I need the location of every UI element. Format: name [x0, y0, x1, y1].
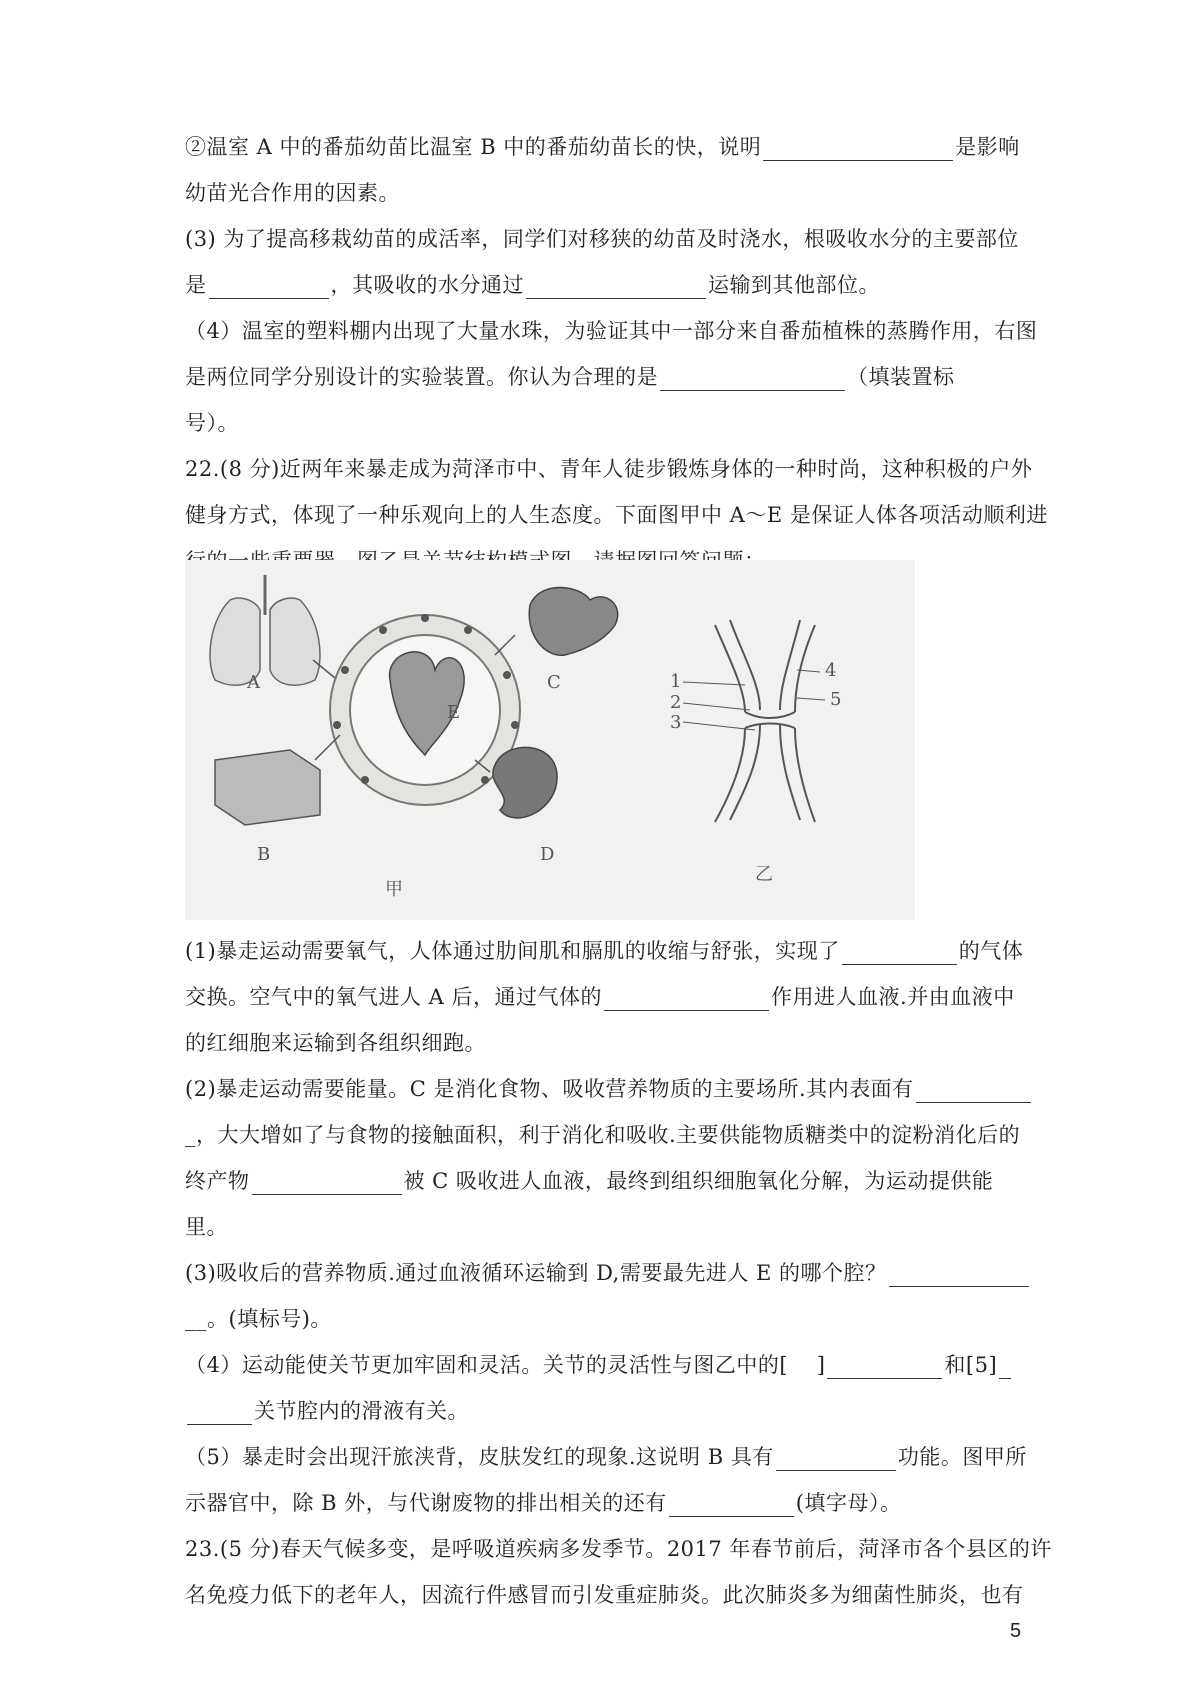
- joint-label-5: 5: [830, 689, 842, 710]
- joint-label-4: 4: [825, 660, 837, 681]
- text: 运输到其他部位。: [708, 273, 880, 297]
- skin-icon: [215, 750, 320, 825]
- text-line: [185, 1489, 901, 1517]
- text-line: [185, 937, 1023, 965]
- text: 被 C 吸收进人血液，最终到组织细胞氧化分解，为运动提供能: [403, 1169, 994, 1193]
- figure-svg: [185, 560, 915, 920]
- text: 的气体: [958, 939, 1024, 963]
- text: ②温室 A 中的番茄幼苗比温室 B 中的番茄幼苗长的快，说明: [185, 135, 762, 159]
- text: ，其吸收的水分通过: [330, 273, 524, 297]
- text-line: 号）。: [185, 411, 239, 435]
- digestive-organ-icon: [529, 588, 617, 656]
- answer-blank[interactable]: [604, 988, 769, 1011]
- answer-blank[interactable]: [187, 1402, 252, 1425]
- text-line: (3) 为了提高移栽幼苗的成活率，同学们对移狭的幼苗及时浇水，根吸收水分的主要部位: [185, 227, 1019, 251]
- text-line: [185, 1167, 993, 1195]
- organ-figure: [185, 560, 915, 920]
- label-yi: 乙: [755, 864, 773, 885]
- text: 终产物: [185, 1169, 250, 1193]
- text-line: [185, 271, 880, 299]
- question-23-line: 23.(5 分)春天气候多变，是呼吸道疾病多发季节。2017 年春节前后，菏泽市各个县区的许: [185, 1537, 1052, 1561]
- label-a: A: [247, 672, 260, 693]
- text-line: [185, 363, 955, 391]
- lungs-icon: [210, 575, 320, 685]
- answer-blank[interactable]: [889, 1264, 1029, 1287]
- text-line: 幼苗光合作用的因素。: [185, 181, 400, 205]
- answer-blank[interactable]: [660, 368, 845, 391]
- answer-blank[interactable]: [252, 1172, 402, 1195]
- answer-blank[interactable]: [669, 1494, 794, 1517]
- joint-label-2: 2: [670, 692, 682, 713]
- text: (2)暴走运动需要能量。C 是消化食物、吸收营养物质的主要场所.其内表面有: [185, 1077, 914, 1101]
- answer-blank[interactable]: [842, 942, 957, 965]
- text: （4）运动能使关节更加牢固和灵活。关节的灵活性与图乙中的[ ]: [185, 1353, 826, 1377]
- joint-diagram: [715, 620, 815, 822]
- text: （5）暴走时会出现汗旅浃背，皮肤发红的现象.这说明 B 具有: [185, 1445, 774, 1469]
- text: 交换。空气中的氧气进人 A 后，通过气体的: [185, 985, 603, 1009]
- text-line: （4）温室的塑料棚内出现了大量水珠，为验证其中一部分来自番茄植株的蒸腾作用，右图: [185, 319, 1038, 343]
- answer-blank[interactable]: [763, 138, 953, 161]
- text-line: 名免疫力低下的老年人，因流行件感冒而引发重症肺炎。此次肺炎多为细菌性肺炎，也有: [185, 1583, 1024, 1607]
- text: 和[5]: [944, 1353, 998, 1377]
- arrow: [315, 735, 340, 760]
- text-line: [185, 1351, 1013, 1379]
- text: 是两位同学分别设计的实验装置。你认为合理的是: [185, 365, 658, 389]
- text-line: [185, 1075, 1033, 1103]
- kidney-icon: [493, 747, 557, 818]
- joint-label-1: 1: [670, 671, 682, 692]
- text-line: [185, 1443, 1027, 1471]
- text: 示器官中，除 B 外，与代谢废物的排出相关的还有: [185, 1491, 667, 1515]
- label-c: C: [547, 672, 561, 693]
- joint-label-3: 3: [670, 712, 682, 733]
- answer-blank[interactable]: [999, 1356, 1011, 1379]
- text: 是影响: [955, 135, 1020, 159]
- label-b: B: [257, 844, 271, 865]
- label-d: D: [540, 844, 555, 865]
- text-line: 里。: [185, 1215, 228, 1239]
- text: （填装置标: [847, 365, 955, 389]
- arrow: [495, 635, 515, 655]
- text-line: [185, 1397, 469, 1425]
- text: (3)吸收后的营养物质.通过血液循环运输到 D,需要最先进人 E 的哪个腔？: [185, 1261, 887, 1285]
- answer-blank[interactable]: [827, 1356, 942, 1379]
- answer-blank[interactable]: [526, 276, 706, 299]
- text-line: [185, 1259, 1031, 1287]
- text-line: [185, 983, 1015, 1011]
- text-line: [185, 133, 1020, 161]
- text-line: __。(填标号)。: [185, 1307, 332, 1331]
- answer-blank[interactable]: [776, 1448, 896, 1471]
- text-line: 的红细胞来运输到各组织细跑。: [185, 1031, 486, 1055]
- text: 功能。图甲所: [897, 1445, 1027, 1469]
- text: 关节腔内的滑液有关。: [254, 1399, 469, 1423]
- page-number: 5: [1010, 1620, 1022, 1642]
- question-22-line: 22.(8 分)近两年来暴走成为菏泽市中、青年人徒步锻炼身体的一种时尚，这种积极的户外: [185, 457, 1033, 481]
- text: (填字母）。: [795, 1491, 902, 1515]
- answer-blank[interactable]: [209, 276, 329, 299]
- answer-blank[interactable]: [916, 1080, 1031, 1103]
- text: 是: [185, 273, 207, 297]
- label-e: E: [447, 702, 461, 723]
- text-line: 健身方式，体现了一种乐观向上的人生态度。下面图甲中 A～E 是保证人体各项活动顺利进: [185, 503, 1048, 527]
- text: 作用进人血液.并由血液中: [771, 985, 1015, 1009]
- label-jia: 甲: [385, 879, 403, 900]
- text: (1)暴走运动需要氧气，人体通过肋间肌和膈肌的收缩与舒张，实现了: [185, 939, 840, 963]
- text-line: _，大大增如了与食物的接触面积，利于消化和吸收.主要供能物质糖类中的淀粉消化后的: [185, 1123, 1021, 1147]
